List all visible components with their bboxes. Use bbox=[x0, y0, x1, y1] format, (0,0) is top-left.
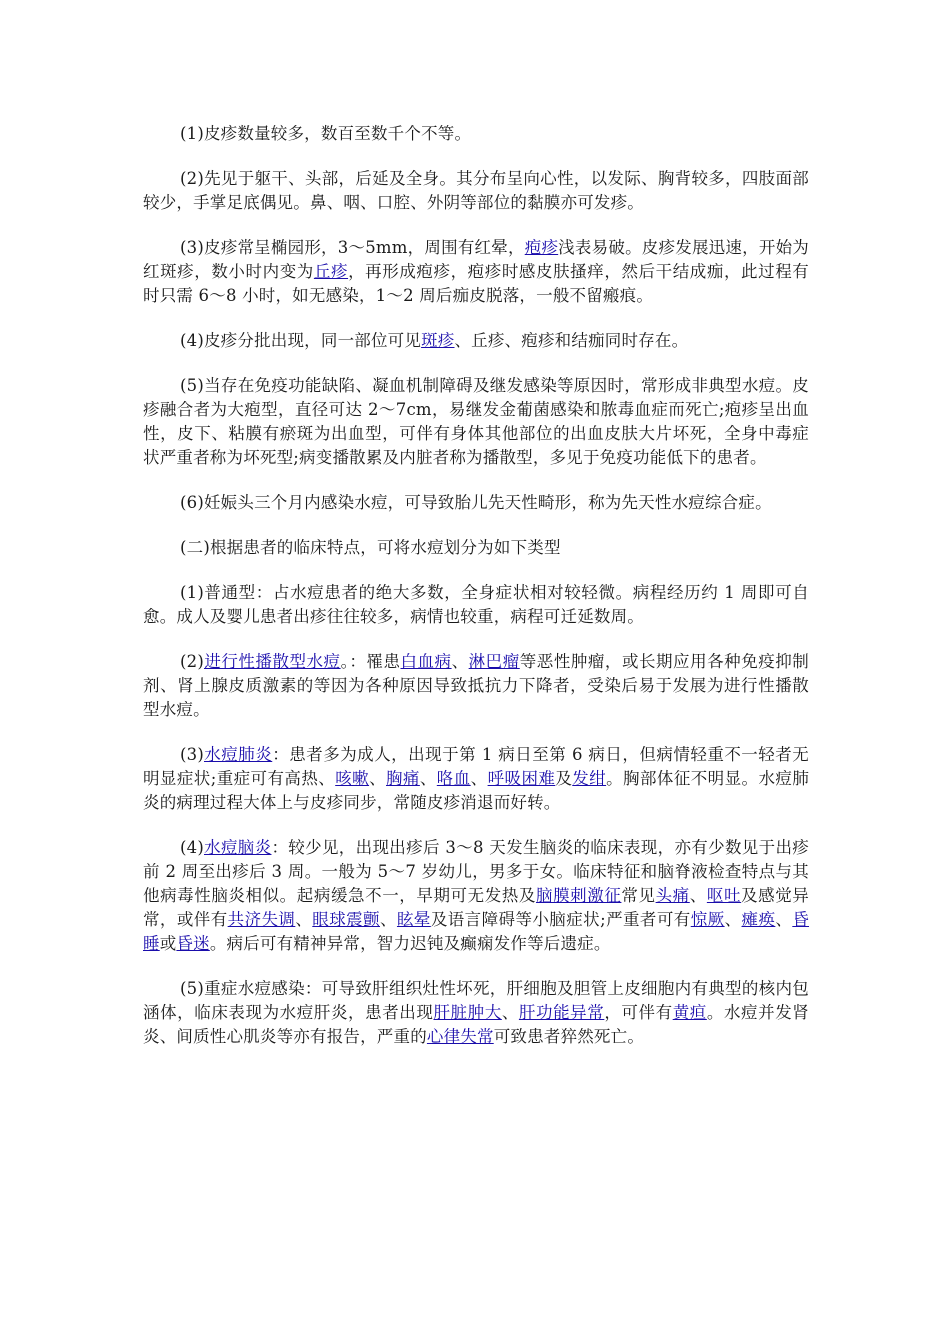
term-link[interactable]: 眼球震颤 bbox=[312, 910, 381, 929]
paragraph-text: 、 bbox=[369, 769, 386, 788]
term-link[interactable]: 黄疸 bbox=[672, 1003, 707, 1022]
paragraph-text: ，可伴有 bbox=[604, 1003, 673, 1022]
term-link[interactable]: 肝功能异常 bbox=[518, 1003, 605, 1022]
paragraph-text: 、 bbox=[419, 769, 437, 788]
paragraph-text: 及 bbox=[555, 769, 573, 788]
paragraph bbox=[143, 329, 809, 353]
paragraph-text: (2)先见于躯干、头部，后延及全身。其分布呈向心性，以发际、胸背较多，四肢面部较少，手掌足底偶见。鼻、咽、口腔、外阴等部位的黏膜亦可发疹。 bbox=[143, 169, 809, 212]
paragraph-text: (4) bbox=[180, 838, 204, 857]
paragraph-text: (5)重症水痘感染：可导致肝组织灶性坏死，肝细胞及胆管上皮细胞内有典型的核内包涵体，临床表现为水痘肝炎，患者出现 bbox=[143, 979, 809, 1022]
term-link[interactable]: 头痛 bbox=[655, 886, 690, 905]
term-link[interactable]: 发绀 bbox=[572, 769, 607, 788]
paragraph-text: 、 bbox=[295, 910, 313, 929]
paragraph bbox=[143, 743, 809, 815]
paragraph bbox=[143, 836, 809, 956]
paragraph-text: (6)妊娠头三个月内感染水痘，可导致胎儿先天性畸形，称为先天性水痘综合症。 bbox=[180, 493, 772, 512]
paragraph bbox=[143, 167, 809, 215]
paragraph-text: (5)当存在免疫功能缺陷、凝血机制障碍及继发感染等原因时，常形成非典型水痘。皮疹融合者为大疱型，直径可达 2～7cm，易继发金葡菌感染和脓毒血症而死亡;疱疹呈出血性，皮下、粘膜有瘀斑为出血型，可伴有身体其他部位的出血皮肤大片坏死，全身中毒症状严重者称为坏死型;病变播散累及内脏者称为播散型，多见于免疫功能低下的患者。 bbox=[143, 376, 809, 467]
paragraph-text: 可致患者猝然死亡。 bbox=[493, 1027, 645, 1046]
paragraph-text: 、丘疹、疱疹和结痂同时存在。 bbox=[454, 331, 689, 350]
paragraph-text: 、 bbox=[380, 910, 397, 929]
term-link[interactable]: 水痘肺炎 bbox=[203, 745, 273, 764]
term-link[interactable]: 进行性播散型水痘 bbox=[203, 652, 341, 671]
paragraph-text: (3) bbox=[180, 745, 204, 764]
paragraph bbox=[143, 536, 809, 560]
paragraph-text: ：患者多为成人，出现于第 1 病日至第 6 病日，但病情轻重不一轻者无明显症状;重症可有高热、 bbox=[143, 745, 809, 788]
term-link[interactable]: 白血病 bbox=[400, 652, 452, 671]
paragraph bbox=[143, 491, 809, 515]
term-link[interactable]: 斑疹 bbox=[421, 331, 455, 350]
document-body bbox=[143, 122, 809, 1070]
paragraph-text: (3)皮疹常呈椭园形，3～5mm，周围有红晕， bbox=[180, 238, 525, 257]
paragraph-text: 浅表易破。皮疹发展迅速，开始为红斑疹，数小时内变为 bbox=[143, 238, 810, 281]
paragraph-text: (4)皮疹分批出现，同一部位可见 bbox=[180, 331, 422, 350]
paragraph-text: 。胸部体征不明显。水痘肺炎的病理过程大体上与皮疹同步，常随皮疹消退而好转。 bbox=[143, 769, 810, 812]
term-link[interactable]: 胸痛 bbox=[386, 769, 420, 788]
term-link[interactable]: 疱疹 bbox=[524, 238, 559, 257]
term-link[interactable]: 心律失常 bbox=[426, 1027, 494, 1046]
term-link[interactable]: 惊厥 bbox=[690, 910, 725, 929]
term-link[interactable]: 瘫痪 bbox=[741, 910, 776, 929]
paragraph-text: 。：罹患 bbox=[340, 652, 401, 671]
term-link[interactable]: 淋巴瘤 bbox=[468, 652, 520, 671]
term-link[interactable]: 咯血 bbox=[436, 769, 471, 788]
term-link[interactable]: 脑膜刺激征 bbox=[535, 886, 622, 905]
paragraph bbox=[143, 122, 809, 146]
paragraph-text: 常见 bbox=[621, 886, 656, 905]
paragraph-text: 、 bbox=[689, 886, 707, 905]
paragraph-text: (1)皮疹数量较多，数百至数千个不等。 bbox=[180, 124, 472, 143]
term-link[interactable]: 眩晕 bbox=[396, 910, 431, 929]
paragraph-text: 及语言障碍等小脑症状;严重者可有 bbox=[430, 910, 691, 929]
paragraph-text: 、 bbox=[501, 1003, 519, 1022]
term-link[interactable]: 水痘脑炎 bbox=[203, 838, 272, 857]
paragraph-text: (二)根据患者的临床特点，可将水痘划分为如下类型 bbox=[180, 538, 561, 557]
paragraph bbox=[143, 374, 809, 470]
paragraph-text: 、 bbox=[724, 910, 742, 929]
paragraph-text: 、 bbox=[775, 910, 793, 929]
paragraph-text: ，再形成疱疹，疱疹时感皮肤搔痒，然后干结成痂，此过程有时只需 6～8 小时，如无感染，1～2 周后痂皮脱落，一般不留瘢痕。 bbox=[143, 262, 810, 305]
paragraph-text: 。病后可有精神异常，智力迟钝及癫痫发作等后遗症。 bbox=[209, 934, 611, 953]
term-link[interactable]: 昏迷 bbox=[176, 934, 210, 953]
paragraph-text: ：较少见，出现出疹后 3～8 天发生脑炎的临床表现，亦有少数见于出疹前 2 周至出疹后 3 周。一般为 5～7 岁幼儿，男多于女。临床特征和脑脊液检查特点与其他病毒性脑炎相似。起病缓急不一，早期可无发热及 bbox=[143, 838, 809, 905]
paragraph-text: 等恶性肿瘤，或长期应用各种免疫抑制剂、肾上腺皮质激素的等因为各种原因导致抵抗力下降者，受染后易于发展为进行性播散型水痘。 bbox=[143, 652, 809, 719]
paragraph-text: 、 bbox=[470, 769, 488, 788]
paragraph-text: (2) bbox=[180, 652, 204, 671]
term-link[interactable]: 共济失调 bbox=[227, 910, 296, 929]
paragraph-text: (1)普通型：占水痘患者的绝大多数，全身症状相对较轻微。病程经历约 1 周即可自愈。成人及婴儿患者出疹往往较多，病情也较重，病程可迁延数周。 bbox=[143, 583, 809, 626]
term-link[interactable]: 呼吸困难 bbox=[487, 769, 556, 788]
paragraph-text: 或 bbox=[159, 934, 177, 953]
paragraph bbox=[143, 581, 809, 629]
paragraph bbox=[143, 977, 809, 1049]
paragraph bbox=[143, 650, 809, 722]
term-link[interactable]: 昏睡 bbox=[143, 910, 810, 953]
paragraph bbox=[143, 236, 809, 308]
paragraph-text: 、 bbox=[451, 652, 469, 671]
term-link[interactable]: 呕吐 bbox=[706, 886, 742, 905]
term-link[interactable]: 咳嗽 bbox=[335, 769, 370, 788]
paragraph-text: 及感觉异常，或伴有 bbox=[143, 886, 809, 929]
term-link[interactable]: 肝脏肿大 bbox=[433, 1003, 502, 1022]
term-link[interactable]: 丘疹 bbox=[313, 262, 349, 281]
paragraph-text: 。水痘并发肾炎、间质性心肌炎等亦有报告，严重的 bbox=[143, 1003, 809, 1046]
